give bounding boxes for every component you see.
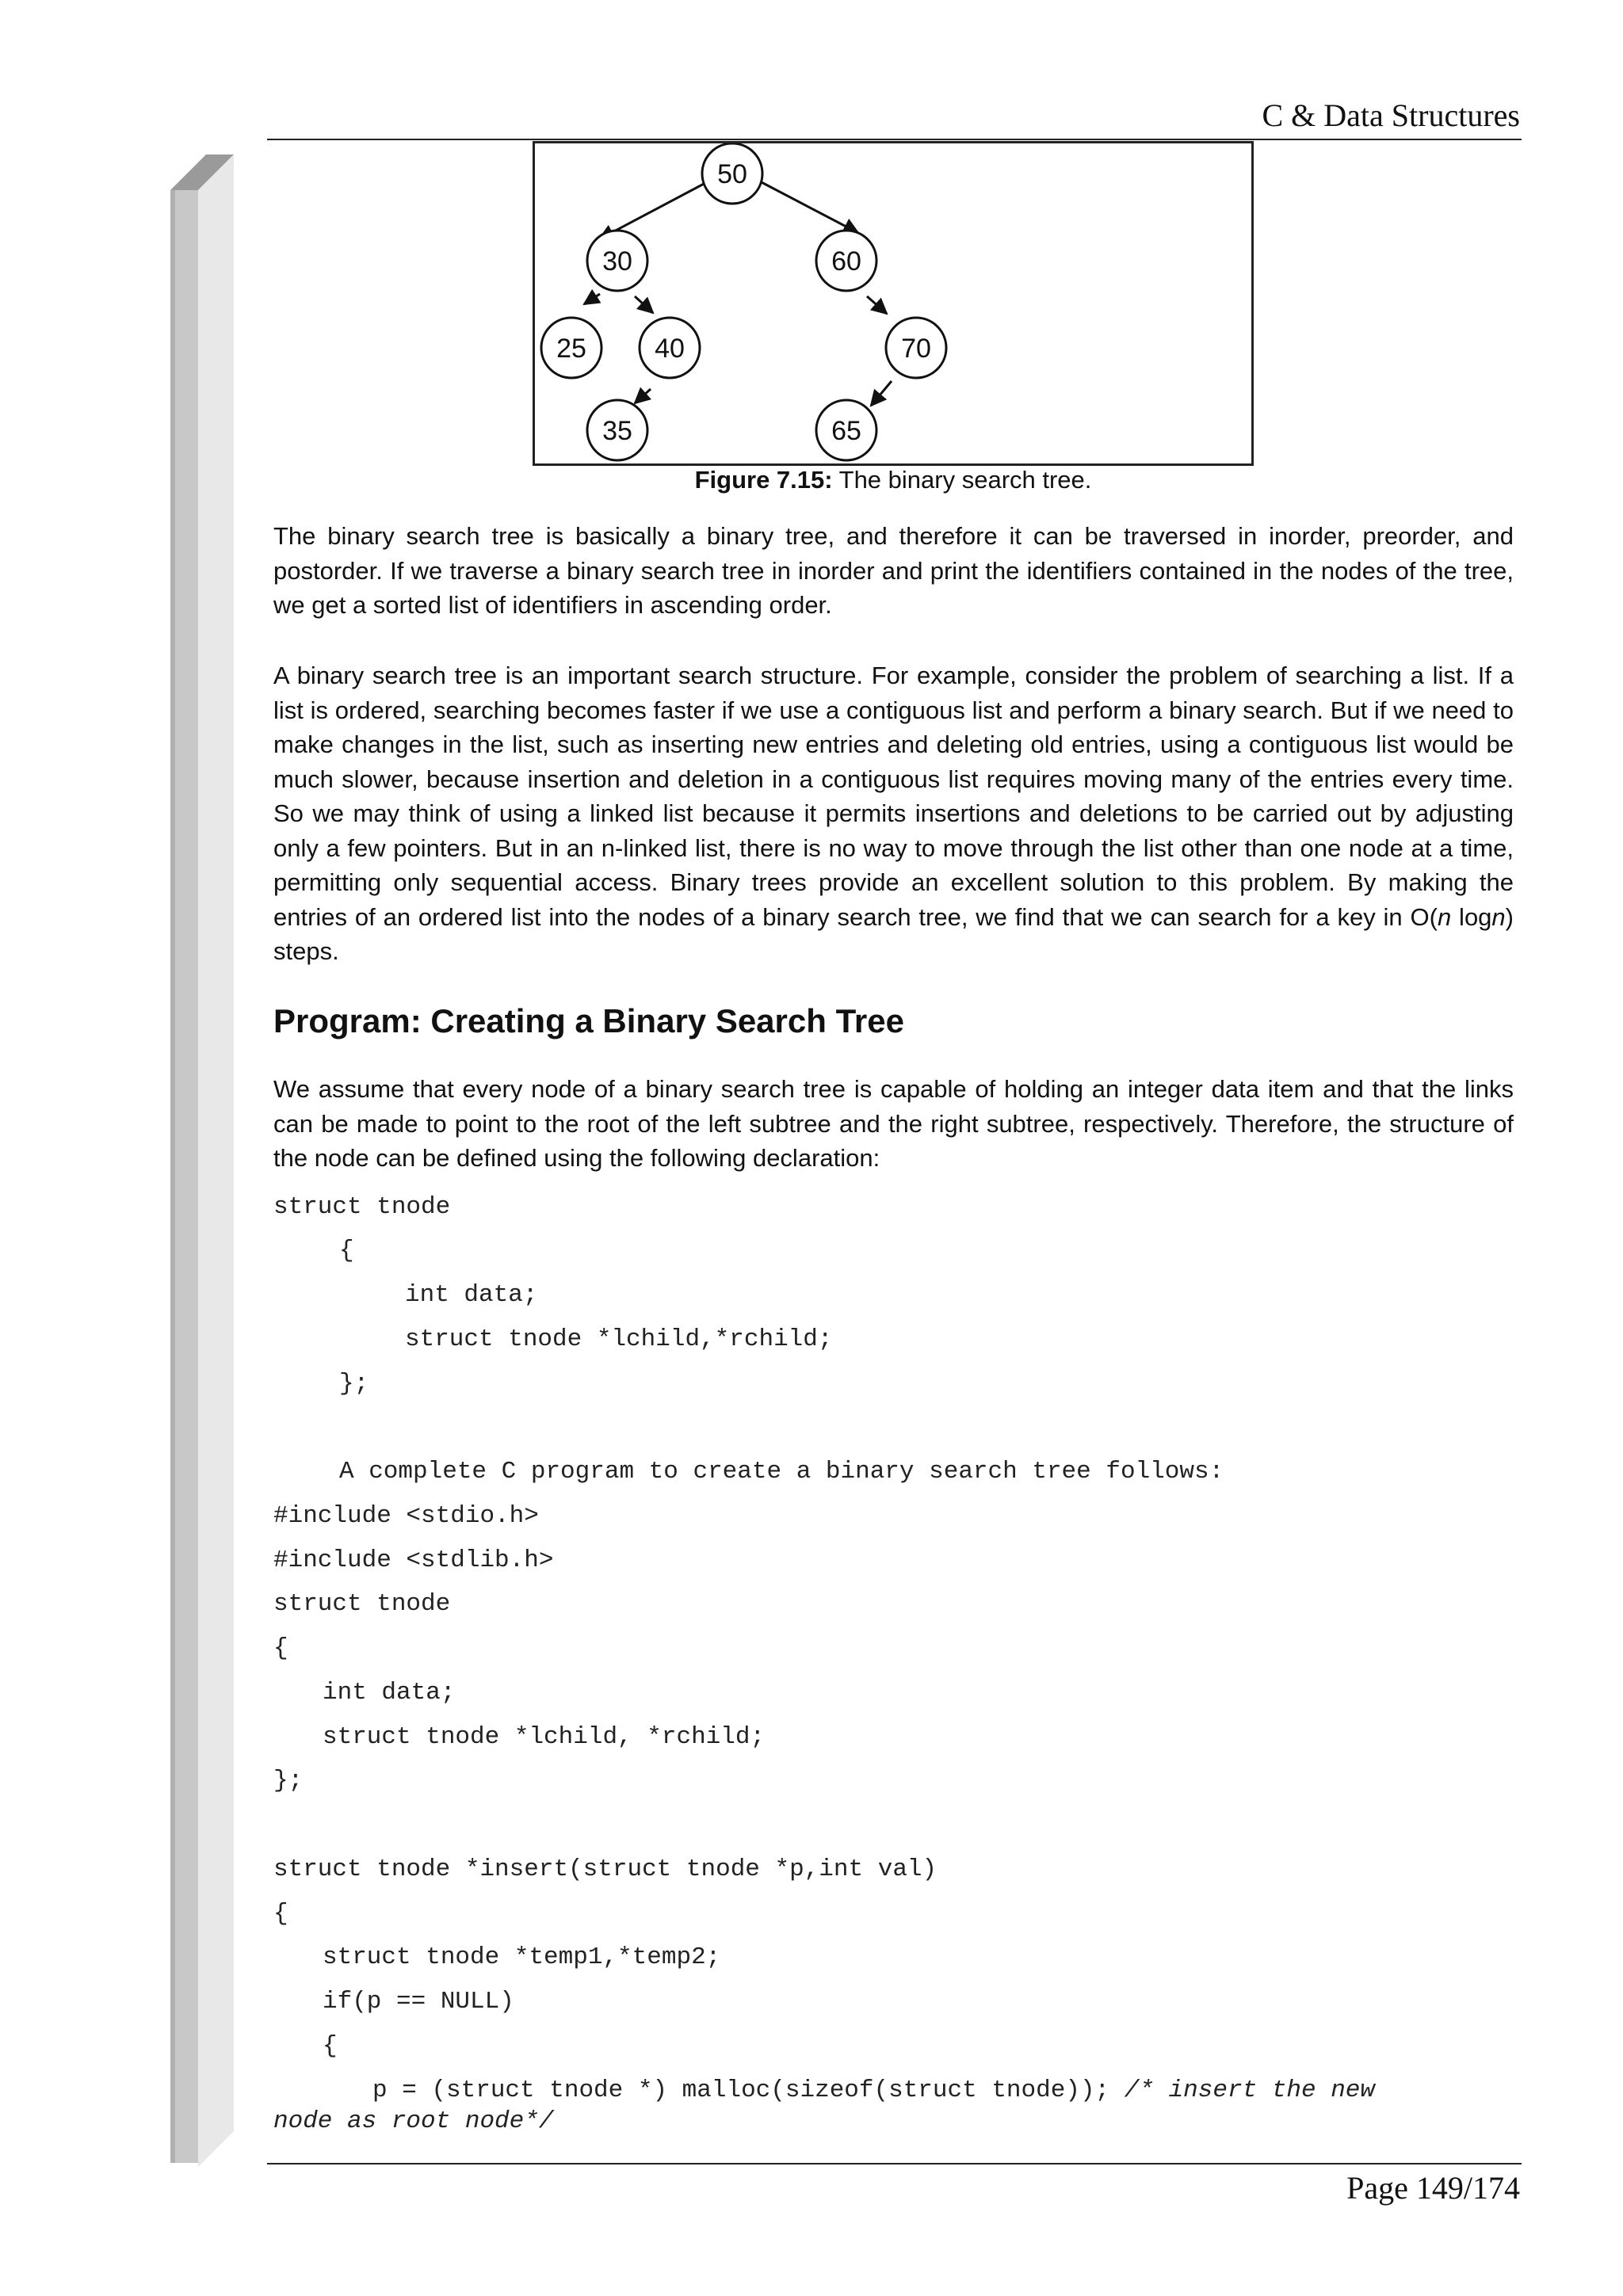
code-line: }; — [273, 1767, 304, 1794]
edge-50-60 — [758, 181, 858, 233]
node-label-70: 70 — [901, 334, 931, 364]
page-number: Page 149/174 — [1346, 2170, 1520, 2206]
tree-node-60 — [816, 231, 876, 291]
tree-node-35 — [587, 400, 647, 460]
section-heading: Program: Creating a Binary Search Tree — [273, 1002, 904, 1039]
figure-caption-text: The binary search tree. — [832, 466, 1092, 494]
code-line: { — [323, 2032, 338, 2060]
tree-node-65 — [816, 400, 876, 460]
complexity-end: ) steps. — [273, 902, 1514, 965]
complexity-n: n — [1437, 902, 1452, 931]
code-line: A complete C program to create a binary search tree follows: — [339, 1458, 1224, 1486]
code-line: if(p == NULL) — [323, 1988, 514, 2016]
node-label-40: 40 — [655, 334, 685, 364]
tree-node-70 — [886, 318, 946, 378]
code-line: struct tnode *temp1,*temp2; — [323, 1943, 721, 1971]
code-line: struct tnode *insert(struct tnode *p,int val) — [273, 1855, 938, 1883]
node-label-60: 60 — [831, 246, 861, 277]
tree-node-30 — [587, 231, 647, 291]
edge-40-35 — [635, 389, 651, 403]
code-line: struct tnode *lchild, *rchild; — [323, 1723, 766, 1751]
tree-node-25 — [541, 318, 601, 378]
paragraph-traversal: The binary search tree is basically a binary tree, and therefore it can be traversed in inorder, preorder, and postorder. If we traverse a binary search tree in inorder and print the identifiers contained in the nodes of the tree, we get a sorted list of identifiers in ascending order. — [273, 522, 1514, 619]
paragraph-node-structure: We assume that every node of a binary search tree is capable of holding an integer data item and that the links can be made to point to the root of the left subtree and the right subtree, respectively. Therefore, the structure of the node can be defined using the following declaration: — [273, 1075, 1514, 1172]
code-line: { — [273, 1634, 288, 1662]
running-header: C & Data Structures — [1262, 97, 1520, 133]
code-line: { — [273, 1900, 288, 1928]
footer-rule — [267, 2163, 1522, 2164]
header-rule — [267, 139, 1522, 140]
page-edge-decoration — [170, 154, 234, 2167]
code-line — [273, 2107, 1541, 2137]
paragraph-search-structure-text: A binary search tree is an important search structure. For example, consider the problem of searching a list. If a list is ordered, searching becomes faster if we use a contiguous list and perform a binary search. But if we need to make changes in the list, such as inserting new entries and deleting old entries, using a contiguous list would be much slower, because insertion and deletion in a contiguous list requires moving many of the entries every time. So we may think of using a linked list because it permits insertions and deletions to be carried out by adjusting only a few pointers. But in an n-linked list, there is no way to move through the list other than one node at a time, permitting only sequential access. Binary trees provide an excellent solution to this problem. By making the entries of an ordered list into the nodes of a binary search tree, we find that we can search for a key in O( — [273, 662, 1514, 931]
code-line: { — [339, 1237, 354, 1264]
complexity-log: log — [1451, 902, 1492, 931]
edge-60-70 — [867, 296, 887, 314]
tree-node-40 — [640, 318, 700, 378]
code-comment-continued: node as root node*/ — [273, 2107, 554, 2135]
code-line: #include <stdlib.h> — [273, 1547, 554, 1574]
code-line: #include <stdio.h> — [273, 1502, 539, 1530]
node-label-35: 35 — [602, 416, 632, 446]
complexity-n2: n — [1491, 902, 1506, 931]
node-label-25: 25 — [556, 334, 586, 364]
tree-node-50 — [702, 143, 762, 204]
paragraph-search-structure — [273, 658, 1514, 969]
code-comment: /* insert the new — [1124, 2077, 1376, 2104]
edge-70-65 — [871, 381, 892, 406]
code-line: int data; — [405, 1281, 538, 1309]
code-line: }; — [339, 1370, 369, 1398]
edge-30-40 — [635, 296, 653, 313]
code-line: struct tnode — [273, 1590, 451, 1618]
node-label-30: 30 — [602, 246, 632, 277]
figure-caption — [533, 466, 1254, 494]
binary-search-tree-figure — [533, 141, 1254, 466]
tree-diagram — [535, 143, 1251, 463]
edge-30-25 — [584, 294, 600, 304]
code-line — [372, 2076, 1623, 2106]
code-line: int data; — [323, 1679, 456, 1707]
node-label-50: 50 — [717, 159, 747, 189]
figure-caption-label: Figure 7.15: — [694, 466, 833, 494]
code-statement: p = (struct tnode *) malloc(sizeof(struct tnode)); — [372, 2077, 1125, 2104]
code-line: struct tnode — [273, 1193, 451, 1221]
node-label-65: 65 — [831, 416, 861, 446]
code-line: struct tnode *lchild,*rchild; — [405, 1325, 833, 1353]
